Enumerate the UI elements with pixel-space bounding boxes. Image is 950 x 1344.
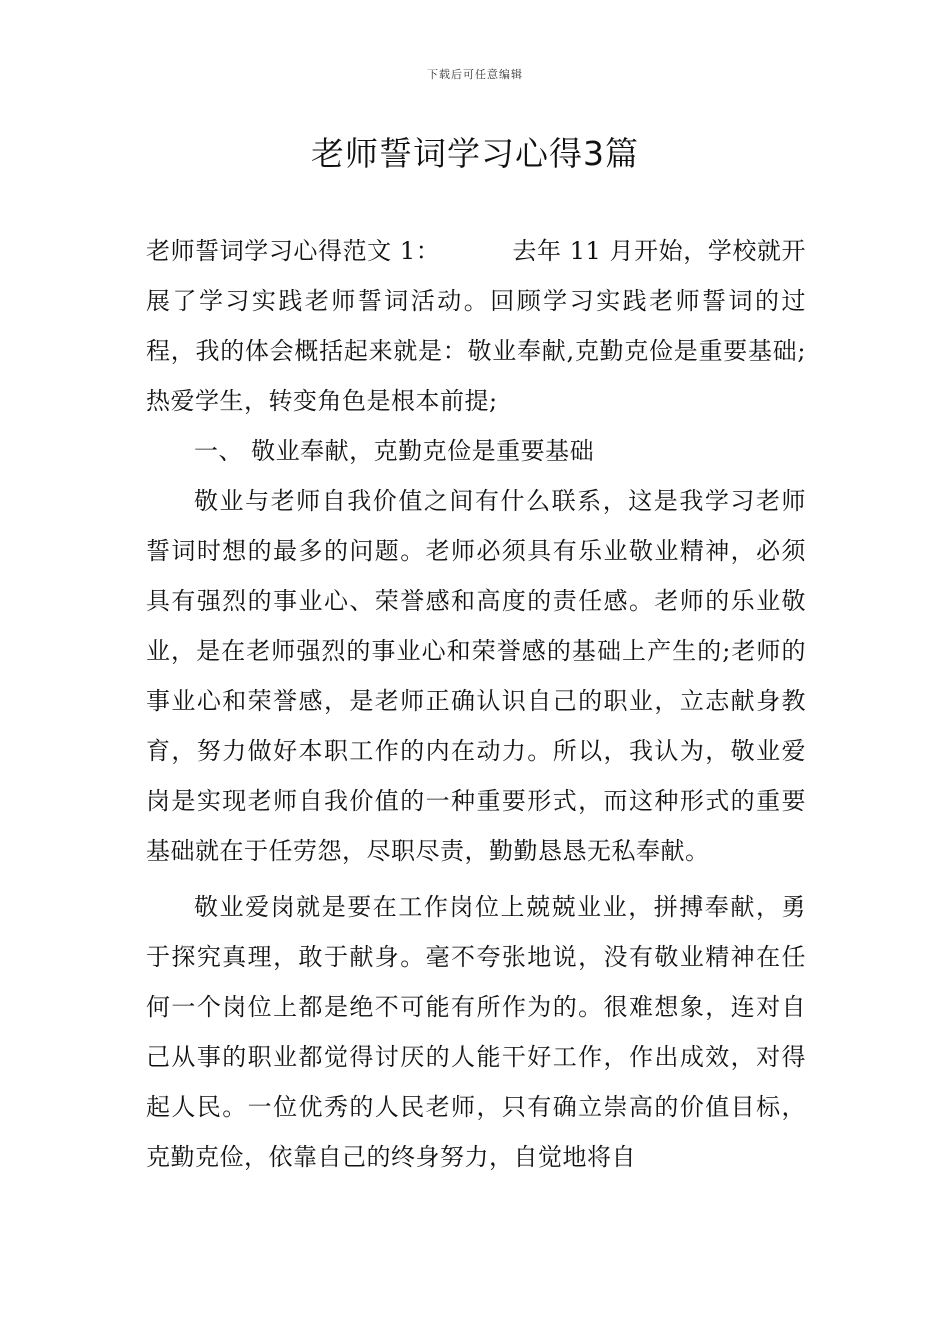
document-body <box>146 226 806 1182</box>
intro-label: 老师誓词学习心得范文 1： <box>146 237 441 265</box>
document-title: 老师誓词学习心得3篇 <box>311 134 639 173</box>
body-paragraph-1: 敬业与老师自我价值之间有什么联系，这是我学习老师誓词时想的最多的问题。老师必须具有乐业敬业精神，必须具有强烈的事业心、荣誉感和高度的责任感。老师的乐业敬业，是在老师强烈的事业心和荣誉感的基础上产生的;老师的事业心和荣誉感，是老师正确认识自己的职业，立志献身教育，努力做好本职工作的内在动力。所以，我认为，敬业爱岗是实现老师自我价值的一种重要形式，而这种形式的重要基础就在于任劳怨，尽职尽责，勤勤恳恳无私奉献。 <box>146 487 806 865</box>
body-paragraph-2: 敬业爱岗就是要在工作岗位上兢兢业业，拼搏奉献，勇于探究真理，敢于献身。毫不夸张地说，没有敬业精神在任何一个岗位上都是绝不可能有所作为的。很难想象，连对自己从事的职业都觉得讨厌的人能干好工作，作出成效，对得起人民。一位优秀的人民老师，只有确立崇高的价值目标，克勤克俭，依靠自己的终身努力，自觉地将自 <box>146 893 806 1171</box>
intro-paragraph <box>146 226 806 426</box>
section-heading: 一、 敬业奉献，克勤克俭是重要基础 <box>194 437 595 465</box>
intro-text: 去年 11 月开始，学校就开展了学习实践老师誓词活动。回顾学习实践老师誓词的过程，我的体会概括起来就是：敬业奉献,克勤克俭是重要基础;热爱学生，转变角色是根本前提; <box>146 237 807 415</box>
header-note: 下载后可任意编辑 <box>427 68 523 81</box>
